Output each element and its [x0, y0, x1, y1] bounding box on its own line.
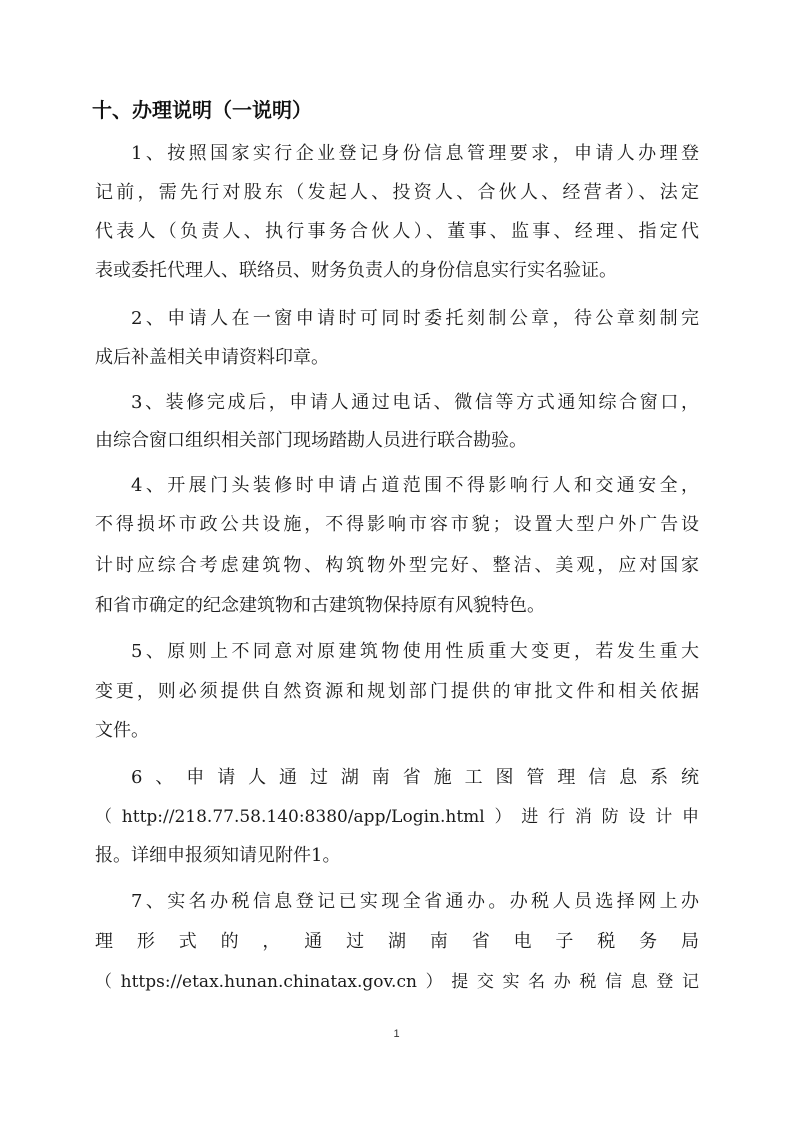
paragraph-3-line-1: 3、装修完成后，申请人通过电话、微信等方式通知综合窗口，: [131, 392, 699, 413]
paragraph-4-line-1: 4、开展门头装修时申请占道范围不得影响行人和交通安全，: [131, 475, 699, 496]
paragraph-6-line-3: 报。详细申报须知请见附件1。: [95, 845, 341, 866]
section-heading: 十、办理说明（一说明）: [92, 98, 312, 122]
paragraph-7-line-1: 7、实名办税信息登记已实现全省通办。办税人员选择网上办: [131, 891, 699, 912]
paragraph-1-line-1: 1、按照国家实行企业登记身份信息管理要求，申请人办理登: [131, 143, 699, 164]
paragraph-3-line-2: 由综合窗口组织相关部门现场踏勘人员进行联合勘验。: [95, 430, 527, 451]
paragraph-6-url-line: （http://218.77.58.140:8380/app/Login.html）进行消防设计申: [95, 807, 699, 827]
paragraph-1-line-3: 代表人（负责人、执行事务合伙人）、董事、监事、经理、指定代: [95, 221, 699, 242]
paragraph-7-line-2: 理形式的，通过湖南省电子税务局: [95, 931, 699, 952]
paragraph-4-line-3: 计时应综合考虑建筑物、构筑物外型完好、整洁、美观，应对国家: [95, 555, 699, 576]
paragraph-5-line-2: 变更，则必须提供自然资源和规划部门提供的审批文件和相关依据: [95, 681, 699, 702]
paragraph-2-line-2: 成后补盖相关申请资料印章。: [95, 347, 329, 368]
paragraph-4-line-4: 和省市确定的纪念建筑物和古建筑物保持原有风貌特色。: [95, 595, 545, 616]
paragraph-2-line-1: 2、申请人在一窗申请时可同时委托刻制公章，待公章刻制完: [131, 308, 699, 329]
paragraph-4-line-2: 不得损坏市政公共设施，不得影响市容市貌；设置大型户外广告设: [95, 514, 699, 535]
paragraph-1-line-4: 表或委托代理人、联络员、财务负责人的身份信息实行实名验证。: [95, 260, 617, 281]
paragraph-1-line-2: 记前，需先行对股东（发起人、投资人、合伙人、经营者）、法定: [95, 182, 699, 203]
paragraph-6-line-1: 6、申请人通过湖南省施工图管理信息系统: [131, 767, 699, 788]
paragraph-5-line-3: 文件。: [95, 720, 149, 741]
page-number: 1: [393, 1028, 400, 1040]
paragraph-5-line-1: 5、原则上不同意对原建筑物使用性质重大变更，若发生重大: [131, 641, 699, 662]
paragraph-7-url-line: （https://etax.hunan.chinatax.gov.cn）提交实名办税信息登记: [95, 972, 699, 992]
